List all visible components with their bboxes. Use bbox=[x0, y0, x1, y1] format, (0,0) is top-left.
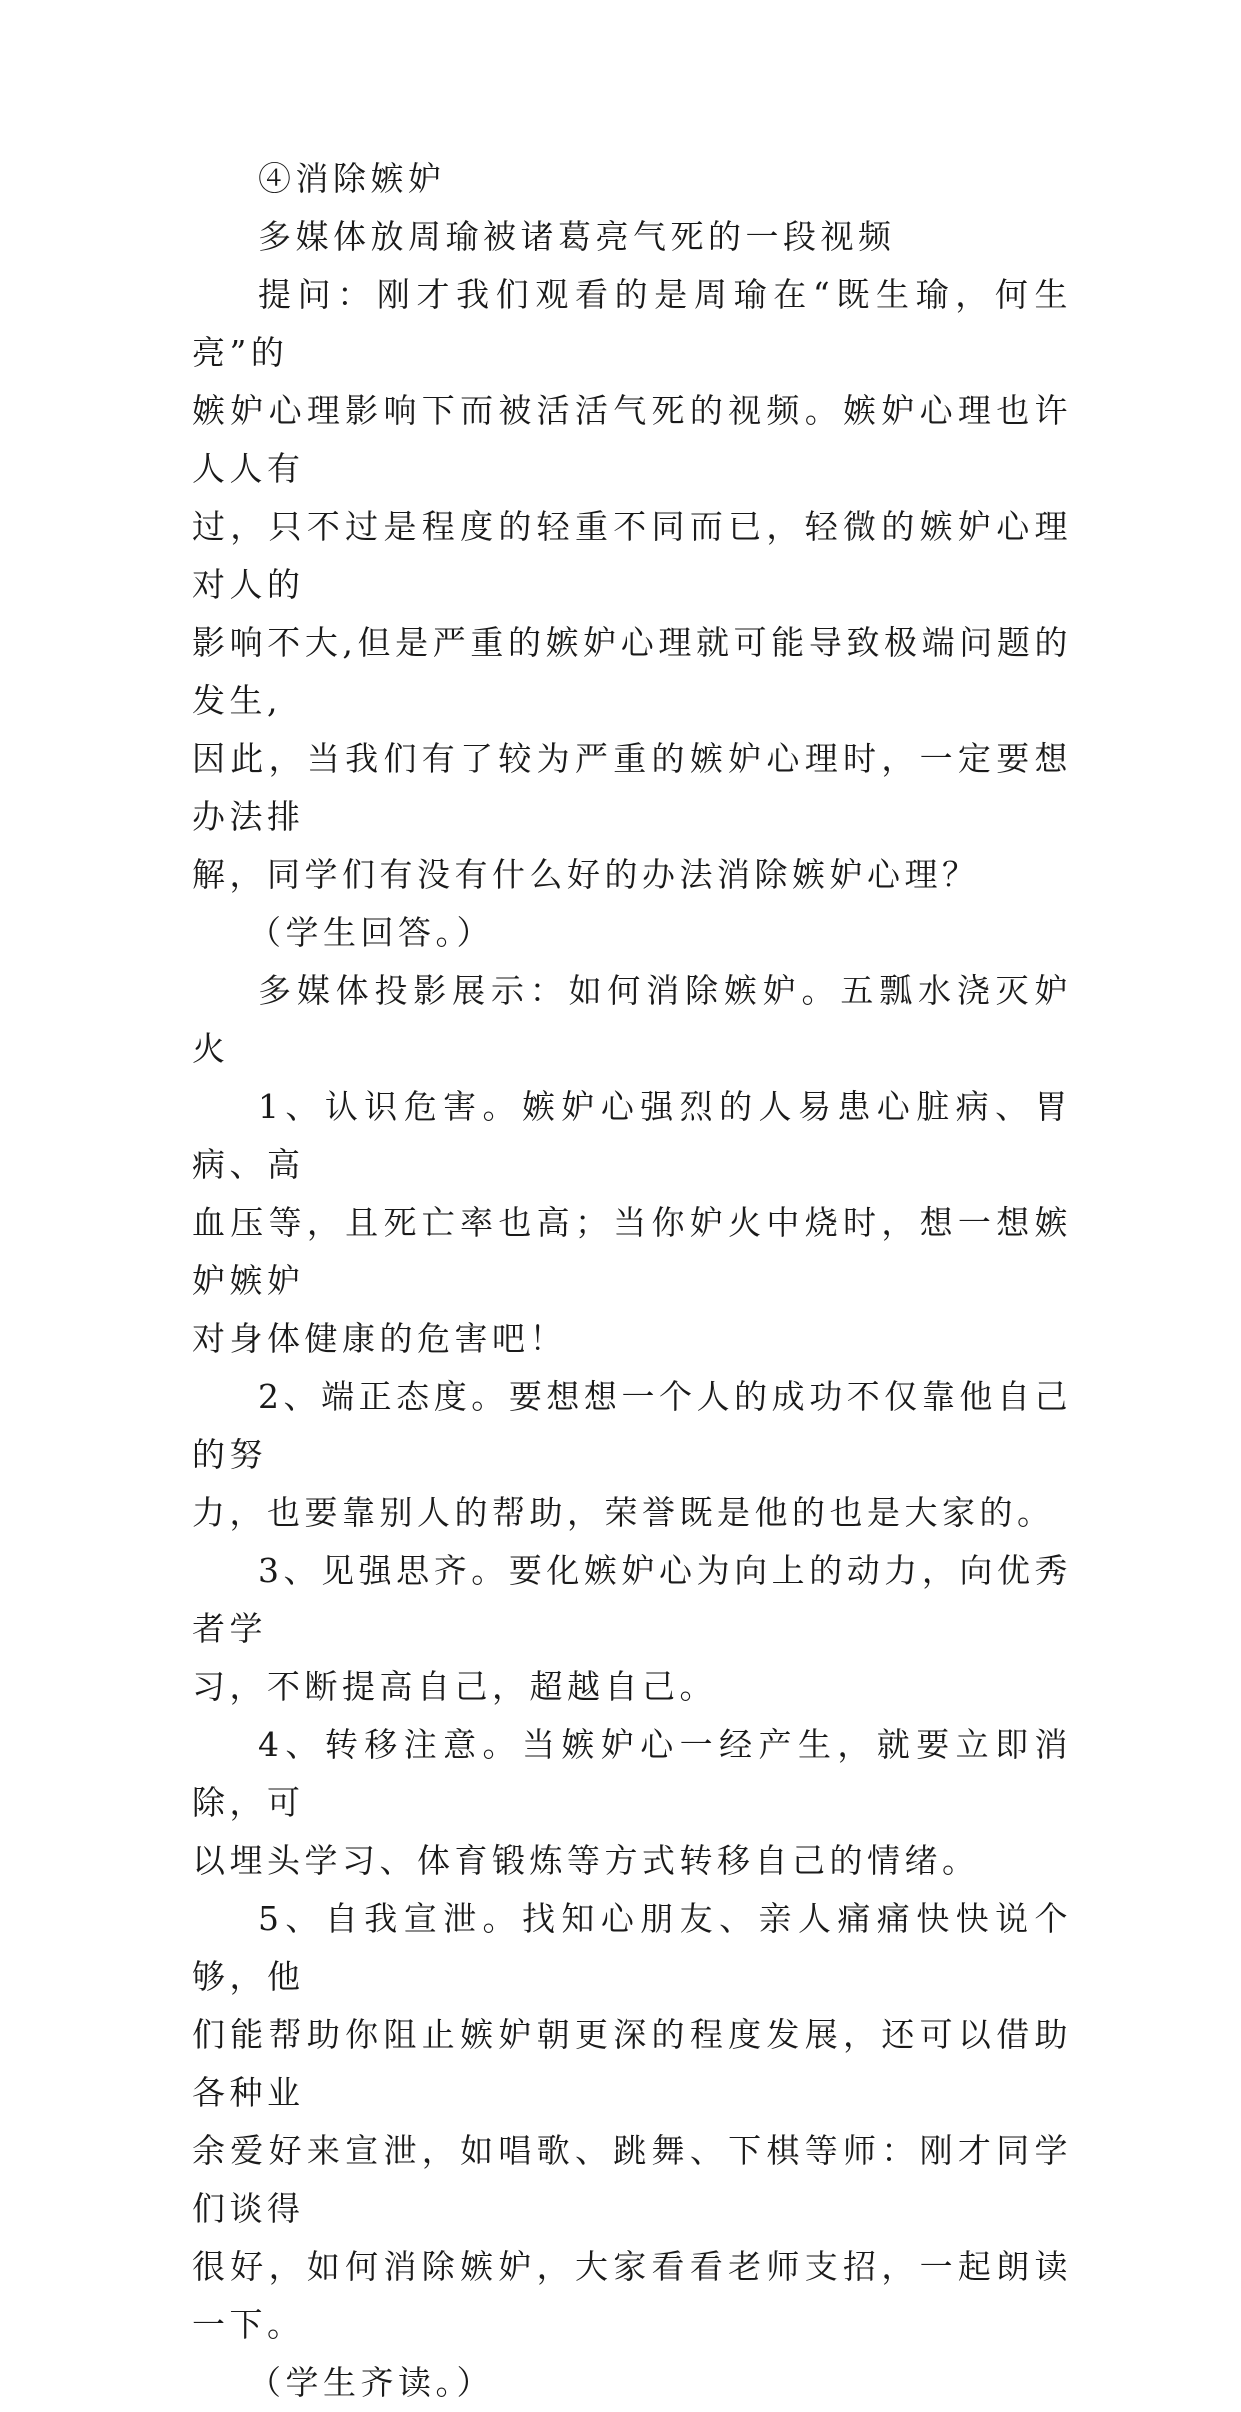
text-line: 多媒体放周瑜被诸葛亮气死的一段视频 bbox=[258, 217, 896, 256]
text-line: 2、端正态度。要想想一个人的成功不仅靠他自己的努 bbox=[192, 1377, 1072, 1474]
paragraph-projection bbox=[192, 962, 1072, 1078]
list-item-5 bbox=[192, 1890, 1072, 2354]
text-line: 解，同学们有没有什么好的办法消除嫉妒心理？ bbox=[192, 855, 980, 894]
text-line: ④消除嫉妒 bbox=[258, 159, 446, 198]
text-line: 力，也要靠别人的帮助，荣誉既是他的也是大家的。 bbox=[192, 1493, 1055, 1532]
paragraph-student-reading bbox=[192, 2354, 1072, 2412]
text-line: 因此，当我们有了较为严重的嫉妒心理时，一定要想办法排 bbox=[192, 739, 1072, 836]
text-line: 提问：刚才我们观看的是周瑜在“既生瑜，何生亮”的 bbox=[192, 275, 1072, 372]
text-line: 5、自我宣泄。找知心朋友、亲人痛痛快快说个够，他 bbox=[192, 1899, 1072, 1996]
text-line: 3、见强思齐。要化嫉妒心为向上的动力，向优秀者学 bbox=[192, 1551, 1072, 1648]
text-line: 以埋头学习、体育锻炼等方式转移自己的情绪。 bbox=[192, 1841, 980, 1880]
text-line: 影响不大,但是严重的嫉妒心理就可能导致极端问题的发生, bbox=[192, 623, 1072, 720]
list-item-4 bbox=[192, 1716, 1072, 1890]
section-heading bbox=[192, 150, 1072, 208]
text-line: 血压等，且死亡率也高；当你妒火中烧时，想一想嫉妒嫉妒 bbox=[192, 1203, 1072, 1300]
list-item-1 bbox=[192, 1078, 1072, 1368]
text-line: 过，只不过是程度的轻重不同而已，轻微的嫉妒心理对人的 bbox=[192, 507, 1072, 604]
paragraph-question bbox=[192, 266, 1072, 904]
text-line: 很好，如何消除嫉妒，大家看看老师支招，一起朗读一下。 bbox=[192, 2247, 1072, 2344]
list-item-3 bbox=[192, 1542, 1072, 1716]
document-body bbox=[192, 150, 1072, 2412]
paragraph-video-note bbox=[192, 208, 1072, 266]
text-line: 4、转移注意。当嫉妒心一经产生，就要立即消除，可 bbox=[192, 1725, 1072, 1822]
paragraph-student-answer bbox=[192, 904, 1072, 962]
list-item-2 bbox=[192, 1368, 1072, 1542]
text-line: 多媒体投影展示：如何消除嫉妒。五瓢水浇灭妒火 bbox=[192, 971, 1072, 1068]
text-line: （学生回答。） bbox=[248, 913, 494, 952]
text-line: 习，不断提高自己，超越自己。 bbox=[192, 1667, 717, 1706]
text-line: （学生齐读。） bbox=[248, 2363, 494, 2402]
text-line: 嫉妒心理影响下而被活活气死的视频。嫉妒心理也许人人有 bbox=[192, 391, 1072, 488]
text-line: 对身体健康的危害吧！ bbox=[192, 1319, 567, 1358]
text-line: 1、认识危害。嫉妒心强烈的人易患心脏病、胃病、高 bbox=[192, 1087, 1072, 1184]
text-line: 余爱好来宣泄，如唱歌、跳舞、下棋等师：刚才同学们谈得 bbox=[192, 2131, 1072, 2228]
text-line: 们能帮助你阻止嫉妒朝更深的程度发展，还可以借助各种业 bbox=[192, 2015, 1072, 2112]
